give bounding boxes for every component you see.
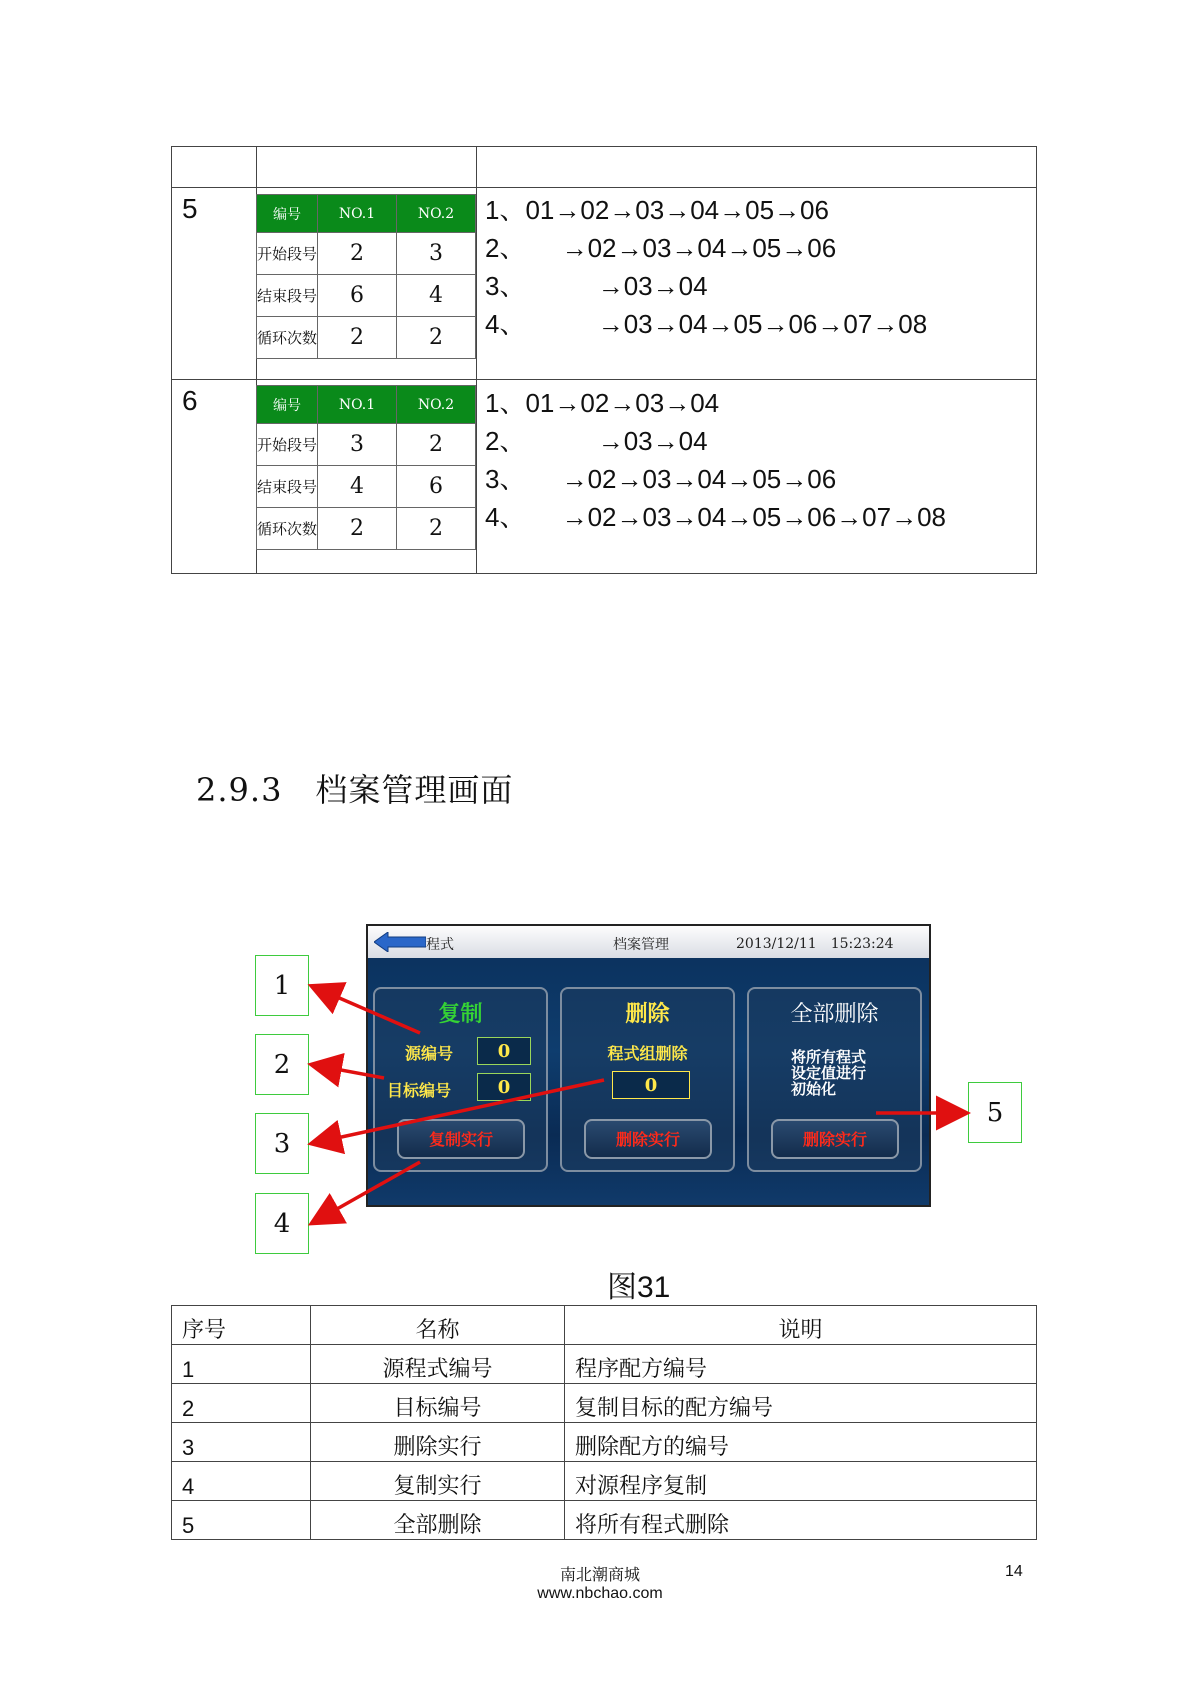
row-label: 开始段号 bbox=[257, 424, 318, 466]
row-name: 目标编号 bbox=[311, 1384, 565, 1423]
cell-value: 2 bbox=[397, 317, 476, 359]
delete-all-title: 全部删除 bbox=[790, 1002, 879, 1027]
row-number: 6 bbox=[182, 385, 198, 416]
cell-value: 6 bbox=[318, 275, 397, 317]
header-cell: 编号 bbox=[257, 195, 318, 233]
copy-title: 复制 bbox=[438, 1001, 483, 1027]
row-label: 结束段号 bbox=[257, 275, 318, 317]
row-number: 3 bbox=[172, 1423, 311, 1462]
target-number-input[interactable]: 0 bbox=[477, 1073, 531, 1101]
delete-title: 删除 bbox=[625, 1001, 670, 1027]
description-line: 将所有程式 bbox=[791, 1048, 867, 1066]
row-label: 开始段号 bbox=[257, 233, 318, 275]
sequence-line: 1、01→02→03→04 bbox=[485, 388, 720, 418]
delete-execute-button[interactable]: 删除实行 bbox=[584, 1119, 712, 1159]
table-row bbox=[172, 1423, 1037, 1462]
header-cell: 编号 bbox=[257, 386, 318, 424]
description-table bbox=[171, 1305, 1037, 1540]
program-group-delete-label: 程式组删除 bbox=[607, 1044, 688, 1063]
cell-value: 2 bbox=[397, 508, 476, 550]
row-description: 将所有程式删除 bbox=[565, 1501, 1037, 1540]
row-number: 2 bbox=[172, 1384, 311, 1423]
row-description: 删除配方的编号 bbox=[565, 1423, 1037, 1462]
callout-4: 4 bbox=[255, 1193, 309, 1254]
sequence-line: 3、 →03→04 bbox=[485, 271, 708, 301]
figure-caption: 图31 bbox=[607, 1271, 671, 1304]
description-line: 初始化 bbox=[791, 1080, 837, 1098]
datetime: 2013/12/11 15:23:24 bbox=[736, 936, 894, 952]
header-cell: 名称 bbox=[311, 1306, 565, 1345]
sequence-line: 2、 →03→04 bbox=[485, 426, 708, 456]
callout-3: 3 bbox=[255, 1113, 309, 1174]
delete-all-execute-button[interactable]: 删除实行 bbox=[771, 1119, 899, 1159]
cell-value: 3 bbox=[397, 233, 476, 275]
row-description: 对源程序复制 bbox=[565, 1462, 1037, 1501]
row-label: 循环次数 bbox=[257, 317, 318, 359]
row-number: 4 bbox=[172, 1462, 311, 1501]
row-name: 删除实行 bbox=[311, 1423, 565, 1462]
header-cell: 说明 bbox=[565, 1306, 1037, 1345]
row-description: 复制目标的配方编号 bbox=[565, 1384, 1037, 1423]
row-number: 5 bbox=[182, 193, 198, 224]
cell-value: 2 bbox=[318, 233, 397, 275]
delete-number-input[interactable]: 0 bbox=[612, 1071, 690, 1099]
arrow-to-callout-2 bbox=[314, 1065, 384, 1078]
header-cell: 序号 bbox=[172, 1306, 311, 1345]
footer-site-name: 南北潮商城 bbox=[559, 1565, 640, 1584]
sequence-line: 3、 →02→03→04→05→06 bbox=[485, 464, 837, 494]
arrow-to-callout-4 bbox=[314, 1162, 420, 1222]
row-description: 程序配方编号 bbox=[565, 1345, 1037, 1384]
arrow-to-callout-3 bbox=[314, 1080, 604, 1143]
header-cell: NO.1 bbox=[318, 386, 397, 424]
row-number: 1 bbox=[172, 1345, 311, 1384]
cell-value: 4 bbox=[397, 275, 476, 317]
callout-1: 1 bbox=[255, 955, 309, 1016]
footer-url-link[interactable]: www.nbchao.com bbox=[537, 1585, 663, 1602]
row-label: 循环次数 bbox=[257, 508, 318, 550]
target-number-label: 目标编号 bbox=[387, 1081, 452, 1100]
section-heading: 2.9.3 档案管理画面 bbox=[196, 771, 514, 809]
cell-value: 2 bbox=[318, 317, 397, 359]
source-number-label: 源编号 bbox=[405, 1044, 454, 1063]
sequence-line: 4、 →03→04→05→06→07→08 bbox=[485, 309, 928, 339]
page-number: 14 bbox=[1005, 1563, 1023, 1580]
row-name: 源程式编号 bbox=[311, 1345, 565, 1384]
row-label: 结束段号 bbox=[257, 466, 318, 508]
table-row bbox=[172, 1384, 1037, 1423]
table-row bbox=[172, 1345, 1037, 1384]
sequence-line: 2、 →02→03→04→05→06 bbox=[485, 233, 837, 263]
arrow-to-callout-1 bbox=[314, 987, 420, 1033]
sequence-line: 4、 →02→03→04→05→06→07→08 bbox=[485, 502, 947, 532]
cell-value: 6 bbox=[397, 466, 476, 508]
sequence-line: 1、01→02→03→04→05→06 bbox=[485, 195, 829, 225]
copy-execute-button[interactable]: 复制实行 bbox=[397, 1119, 525, 1159]
cell-value: 2 bbox=[397, 424, 476, 466]
table-row bbox=[172, 1501, 1037, 1540]
header-cell: NO.2 bbox=[397, 386, 476, 424]
back-label[interactable]: 程式 bbox=[426, 937, 454, 953]
callout-5: 5 bbox=[968, 1082, 1022, 1143]
description-line: 设定值进行 bbox=[791, 1064, 867, 1082]
header-cell: NO.2 bbox=[397, 195, 476, 233]
header-cell: NO.1 bbox=[318, 195, 397, 233]
row-number: 5 bbox=[172, 1501, 311, 1540]
callout-2: 2 bbox=[255, 1034, 309, 1095]
row-name: 复制实行 bbox=[311, 1462, 565, 1501]
cell-value: 3 bbox=[318, 424, 397, 466]
cell-value: 2 bbox=[318, 508, 397, 550]
source-number-input[interactable]: 0 bbox=[477, 1037, 531, 1065]
cell-value: 4 bbox=[318, 466, 397, 508]
table-header-row bbox=[172, 1306, 1037, 1345]
row-name: 全部删除 bbox=[311, 1501, 565, 1540]
screen-title: 档案管理 bbox=[613, 937, 669, 953]
table-row bbox=[172, 1462, 1037, 1501]
